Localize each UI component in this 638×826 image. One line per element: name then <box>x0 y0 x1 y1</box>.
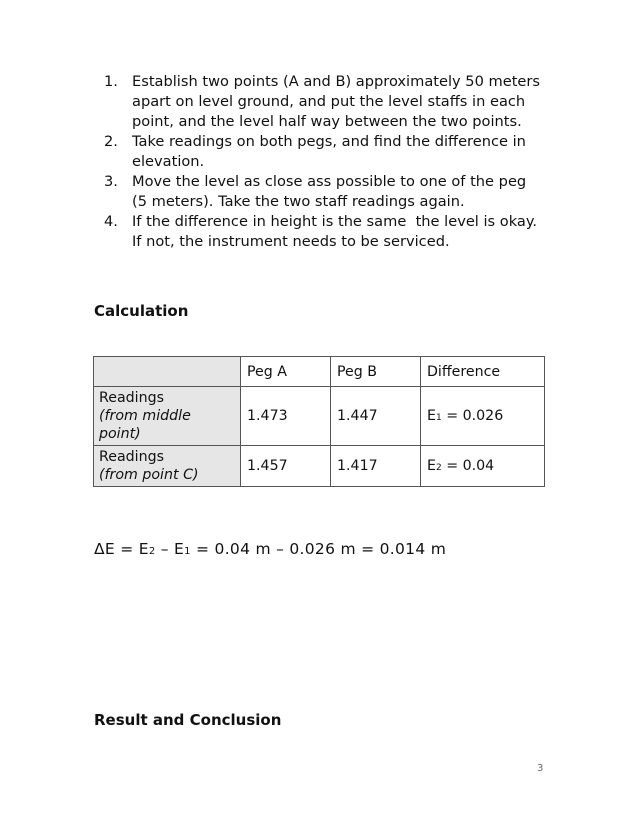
step-number: 2. <box>104 133 118 150</box>
difference-cell <box>421 446 545 487</box>
row-label-cell <box>94 387 241 446</box>
step-line: elevation. <box>132 153 205 170</box>
table-header-cell <box>94 357 241 387</box>
step-item <box>104 212 574 252</box>
step-line: If the difference in height is the same the level is okay. <box>132 213 538 230</box>
step-number: 3. <box>104 173 118 190</box>
step-line: Take readings on both pegs, and find the difference in <box>132 133 526 150</box>
equation-rhs: = 0.04 m – 0.026 m = 0.014 m <box>190 540 447 558</box>
table-header-cell: Peg B <box>331 357 421 387</box>
table-row <box>94 387 545 446</box>
row-note: (from point C) <box>99 467 199 483</box>
step-line: Move the level as close ass possible to one of the peg <box>132 173 527 190</box>
table-row <box>94 446 545 487</box>
difference-value: = 0.04 <box>441 458 495 474</box>
step-number: 1. <box>104 73 118 90</box>
step-line: If not, the instrument needs to be serviced. <box>132 233 450 250</box>
table-header-cell: Peg A <box>241 357 331 387</box>
step-line: apart on level ground, and put the level staffs in each <box>132 93 526 110</box>
procedure-steps <box>104 72 574 252</box>
result-heading: Result and Conclusion <box>94 711 282 729</box>
step-line: point, and the level half way between the two points. <box>132 113 522 130</box>
step-number: 4. <box>104 213 118 230</box>
table-header-row <box>94 357 545 387</box>
peg-a-cell: 1.473 <box>241 387 331 446</box>
readings-table <box>93 356 545 487</box>
equation-lhs: ΔE = E <box>94 540 149 558</box>
row-label-cell <box>94 446 241 487</box>
table-header-cell: Difference <box>421 357 545 387</box>
step-item <box>104 72 574 132</box>
row-label: Readings <box>99 390 164 406</box>
delta-e-equation <box>94 540 446 558</box>
difference-subscript: 1 <box>435 413 442 423</box>
page-number: 3 <box>537 763 544 774</box>
row-label: Readings <box>99 449 164 465</box>
step-line: (5 meters). Take the two staff readings again. <box>132 193 465 210</box>
step-item <box>104 172 574 212</box>
row-note: (from middle point) <box>99 408 191 442</box>
difference-variable: E <box>427 408 436 424</box>
difference-subscript: 2 <box>435 463 442 473</box>
difference-variable: E <box>427 458 436 474</box>
equation-subscript: 1 <box>184 546 191 557</box>
equation-mid: – E <box>155 540 185 558</box>
peg-b-cell: 1.417 <box>331 446 421 487</box>
peg-b-cell: 1.447 <box>331 387 421 446</box>
difference-cell <box>421 387 545 446</box>
difference-value: = 0.026 <box>441 408 504 424</box>
peg-a-cell: 1.457 <box>241 446 331 487</box>
calculation-heading: Calculation <box>94 302 189 320</box>
step-line: Establish two points (A and B) approximately 50 meters <box>132 73 541 90</box>
equation-subscript: 2 <box>148 546 156 557</box>
step-item <box>104 132 574 172</box>
